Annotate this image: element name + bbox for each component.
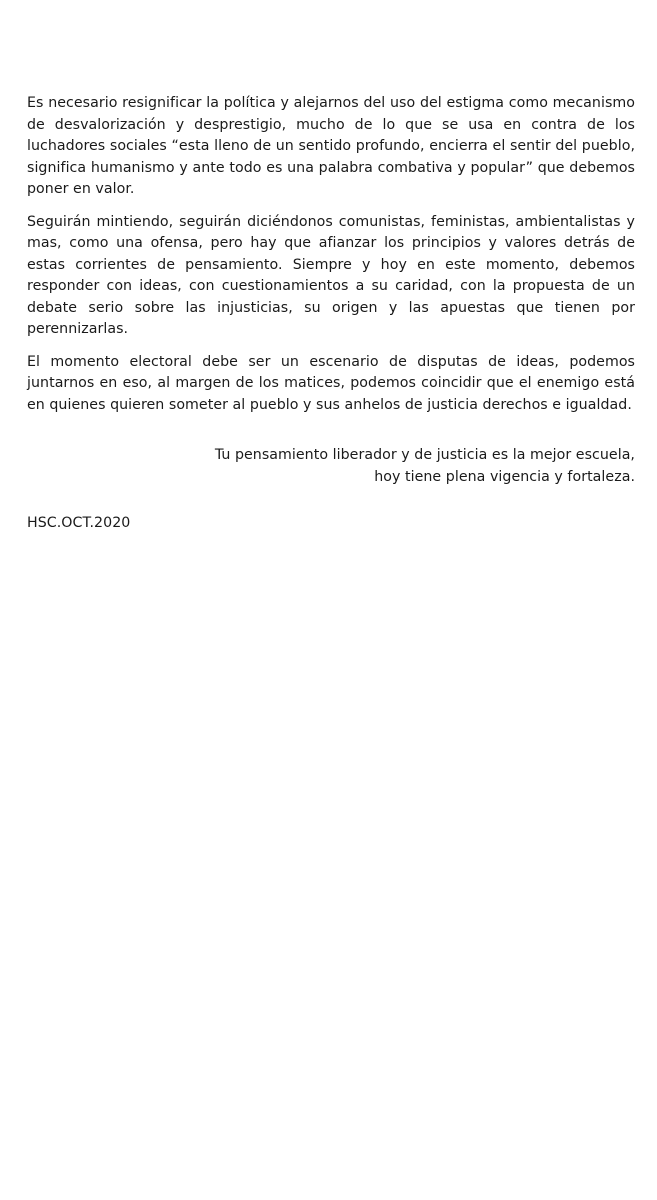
- paragraph-2: Seguirán mintiendo, seguirán diciéndonos comunistas, feministas, ambientalistas y mas, como una ofensa, pero hay que afianzar los principios y valores detrás de estas corrientes de pensamiento. Siempre y hoy en este momento, debemos responder con ideas, con cuestionamientos a su caridad, con la propuesta de un debate serio sobre las injusticias, su origen y las apuestas que tienen por perennizarlas.: [27, 213, 635, 337]
- paragraph-3: El momento electoral debe ser un escenario de disputas de ideas, podemos juntarnos en eso, al margen de los matices, podemos coincidir que el enemigo está en quienes quieren someter al pueblo y sus anhelos de justicia derechos e igualdad.: [27, 353, 635, 413]
- paragraph-1: Es necesario resignificar la política y alejarnos del uso del estigma como mecanismo de desvalorización y desprestigio, mucho de lo que se usa en contra de los luchadores sociales “esta lleno de un sentido profundo, encierra el sentir del pueblo, significa humanismo y ante todo es una palabra combativa y popular” que debemos poner en valor.: [27, 95, 635, 197]
- closing-line-2: hoy tiene plena vigencia y fortaleza.: [374, 468, 635, 485]
- closing-quote: [27, 445, 635, 488]
- signature-date: HSC.OCT.2020: [27, 515, 131, 531]
- closing-line-1: Tu pensamiento liberador y de justicia es la mejor escuela,: [214, 447, 635, 463]
- document-body: [27, 93, 635, 535]
